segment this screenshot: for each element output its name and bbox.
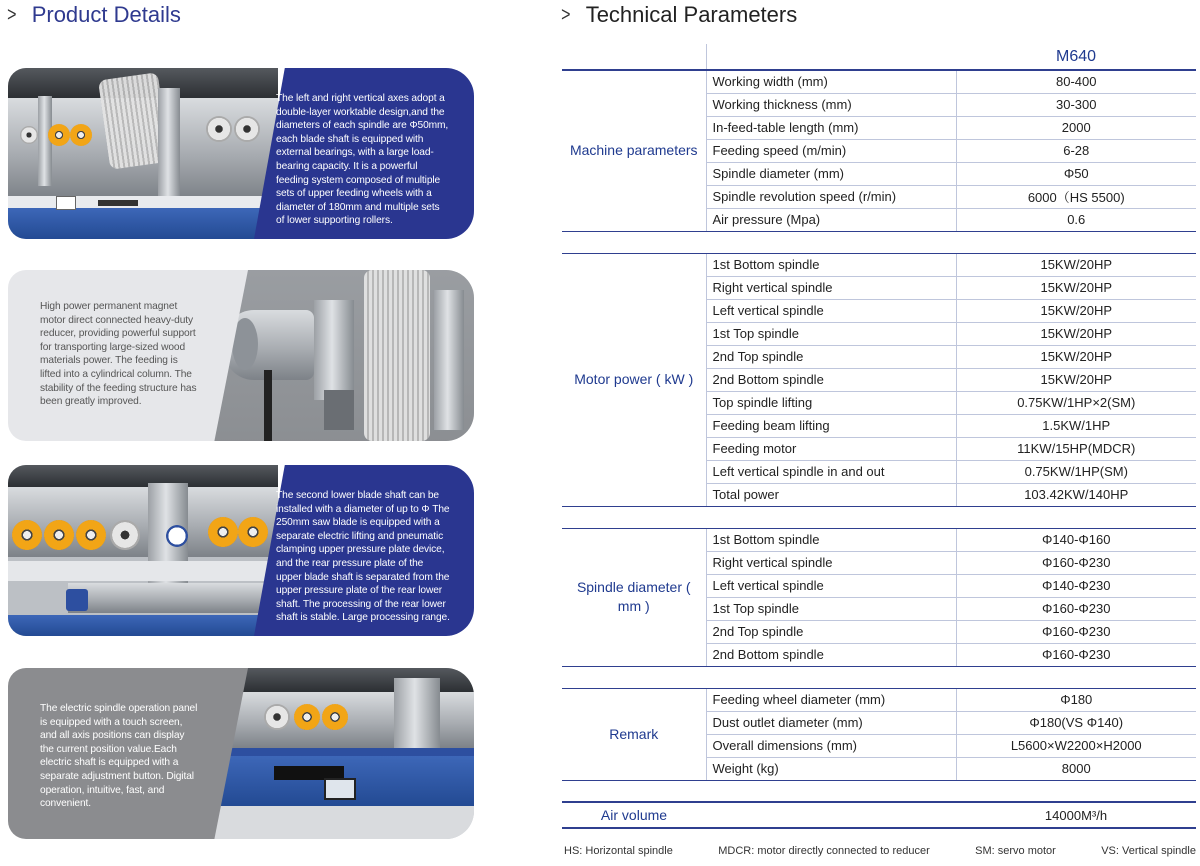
parameter-name: Left vertical spindle (706, 299, 956, 322)
air-volume-label: Air volume (562, 802, 706, 828)
parameter-value: 15KW/20HP (956, 253, 1196, 276)
parameter-value: Φ180(VS Φ140) (956, 711, 1196, 734)
product-card-3 (8, 465, 474, 636)
parameter-name: Top spindle lifting (706, 391, 956, 414)
machine-photo-4 (204, 668, 474, 839)
parameter-value: 80-400 (956, 70, 1196, 93)
group-separator (562, 506, 1196, 528)
parameter-value: 103.42KW/140HP (956, 483, 1196, 506)
parameter-name: Working thickness (mm) (706, 93, 956, 116)
table-row (562, 253, 1196, 276)
parameter-name: 2nd Bottom spindle (706, 368, 956, 391)
group-label: Machine parameters (562, 70, 706, 231)
parameter-value: 15KW/20HP (956, 299, 1196, 322)
product-details-title: Product Details (31, 2, 181, 27)
chevron-right-icon: > (561, 3, 571, 26)
parameter-name: 1st Top spindle (706, 597, 956, 620)
product-card-1 (8, 68, 474, 239)
technical-parameters-heading (560, 2, 797, 28)
parameter-name: Feeding motor (706, 437, 956, 460)
group-separator (562, 780, 1196, 802)
table-row (562, 688, 1196, 711)
parameter-value: 1.5KW/1HP (956, 414, 1196, 437)
machine-photo-3 (8, 465, 278, 636)
parameter-name: 1st Bottom spindle (706, 528, 956, 551)
card-4-description: The electric spindle operation panel is equipped with a touch screen, and all axis positions can display the current position value.Each electric shaft is equipped with a separate adjustment button. Digital operation, intuitive, fast, and convenient. (40, 703, 198, 810)
parameter-name: Working width (mm) (706, 70, 956, 93)
parameter-name: Spindle revolution speed (r/min) (706, 185, 956, 208)
parameter-value: 0.75KW/1HP(SM) (956, 460, 1196, 483)
parameter-name: Weight (kg) (706, 757, 956, 780)
footnote-hs: HS: Horizontal spindle (564, 845, 673, 857)
machine-photo-2 (204, 270, 474, 441)
parameter-value: Φ140-Φ230 (956, 574, 1196, 597)
parameter-value: Φ50 (956, 162, 1196, 185)
parameter-value: 8000 (956, 757, 1196, 780)
parameter-value: 15KW/20HP (956, 368, 1196, 391)
parameter-name: 1st Top spindle (706, 322, 956, 345)
footnote-sm: SM: servo motor (975, 845, 1056, 857)
group-separator (562, 666, 1196, 688)
table-row (562, 70, 1196, 93)
parameter-name: Right vertical spindle (706, 276, 956, 299)
parameter-name: Feeding wheel diameter (mm) (706, 688, 956, 711)
card-3-description: The second lower blade shaft can be installed with a diameter of up to Φ The 250mm saw blade is equipped with a separate electric lifting and pneumatic clamping upper pressure plate device, and the rear pressure plate of the upper blade shaft is separated from the upper pressure plate of the rear lower shaft. The processing of the rear lower shaft is stable. Large processing range. (276, 490, 450, 624)
parameter-value: 0.6 (956, 208, 1196, 231)
technical-parameters-table (562, 44, 1196, 829)
parameter-name: Dust outlet diameter (mm) (706, 711, 956, 734)
product-card-4 (8, 668, 474, 839)
parameter-value: 15KW/20HP (956, 276, 1196, 299)
parameter-value: Φ160-Φ230 (956, 643, 1196, 666)
parameter-name: Feeding beam lifting (706, 414, 956, 437)
air-volume-value: 14000M³/h (956, 802, 1196, 828)
parameter-value: 11KW/15HP(MDCR) (956, 437, 1196, 460)
chevron-right-icon: > (7, 3, 17, 26)
parameter-name: Spindle diameter (mm) (706, 162, 956, 185)
footnote-vs: VS: Vertical spindle (1101, 845, 1196, 857)
card-2-description: High power permanent magnet motor direct connected heavy-duty reducer, providing powerful support for transporting large-sized wood materials power. The feeding is lifted into a cylindrical column. The stability of the feeding structure has been greatly improved. (40, 301, 197, 408)
group-separator (562, 231, 1196, 253)
parameter-name: Overall dimensions (mm) (706, 734, 956, 757)
parameter-name: 2nd Top spindle (706, 345, 956, 368)
parameter-name: In-feed-table length (mm) (706, 116, 956, 139)
parameter-value: 6-28 (956, 139, 1196, 162)
parameter-value: 0.75KW/1HP×2(SM) (956, 391, 1196, 414)
card-1-description: The left and right vertical axes adopt a double-layer worktable design,and the diameters of each spindle are Φ50mm, each blade shaft is equipped with external bearings, with a large load-bearing capacity. It is a powerful feeding system composed of multiple sets of upper feeding wheels with a diameter of 180mm and multiple sets of lower supporting rollers. (276, 93, 449, 227)
group-label: Motor power ( kW ) (562, 253, 706, 506)
footnote-mdcr: MDCR: motor directly connected to reducer (718, 845, 930, 857)
product-card-2 (8, 270, 474, 441)
air-volume-row (562, 802, 1196, 828)
parameter-name: Left vertical spindle in and out (706, 460, 956, 483)
parameter-name: Air pressure (Mpa) (706, 208, 956, 231)
parameter-value: 6000（HS 5500) (956, 185, 1196, 208)
parameter-value: Φ160-Φ230 (956, 597, 1196, 620)
parameter-value: 2000 (956, 116, 1196, 139)
parameter-name: Left vertical spindle (706, 574, 956, 597)
machine-photo-1 (8, 68, 278, 239)
parameter-value: 30-300 (956, 93, 1196, 116)
parameter-name: Right vertical spindle (706, 551, 956, 574)
parameter-value: L5600×W2200×H2000 (956, 734, 1196, 757)
parameter-name: Feeding speed (m/min) (706, 139, 956, 162)
product-details-heading (6, 2, 181, 28)
footnotes (564, 845, 1196, 857)
table-header-row (562, 44, 1196, 70)
technical-parameters-title: Technical Parameters (585, 2, 798, 27)
parameter-value: 15KW/20HP (956, 345, 1196, 368)
parameter-value: 15KW/20HP (956, 322, 1196, 345)
parameter-value: Φ180 (956, 688, 1196, 711)
parameter-value: Φ140-Φ160 (956, 528, 1196, 551)
table-row (562, 528, 1196, 551)
parameter-value: Φ160-Φ230 (956, 620, 1196, 643)
model-name: M640 (1055, 47, 1097, 65)
group-label: Remark (562, 688, 706, 780)
group-label: Spindle diameter ( mm ) (562, 528, 706, 666)
parameter-name: 1st Bottom spindle (706, 253, 956, 276)
parameter-name: 2nd Bottom spindle (706, 643, 956, 666)
parameter-name: Total power (706, 483, 956, 506)
parameter-value: Φ160-Φ230 (956, 551, 1196, 574)
parameter-name: 2nd Top spindle (706, 620, 956, 643)
